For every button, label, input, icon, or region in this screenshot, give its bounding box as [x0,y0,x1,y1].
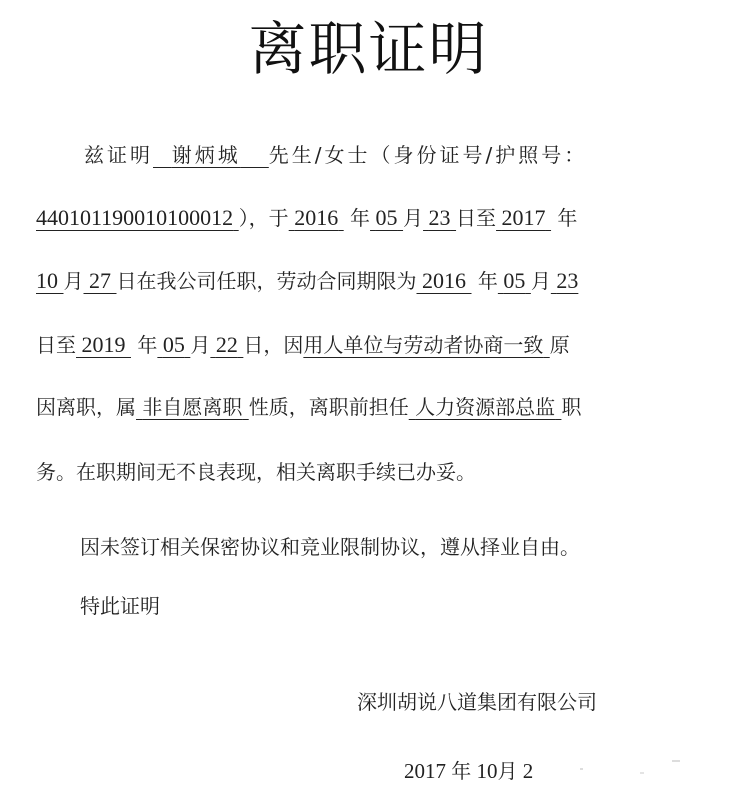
id-number: 440101190010100012 [36,205,234,230]
end-year: 2017 [501,205,546,230]
confidentiality-statement: 因未签订相关保密协议和竞业限制协议，遵从择业自由。 [80,535,580,559]
start-year: 2016 [294,205,339,230]
employee-name: 谢炳城 [171,143,241,167]
paragraph1-line5: 因离职，属 非自愿离职 性质，离职前担任 人力资源部总监 职 [36,395,582,419]
paragraph1-line2: 440101190010100012 ），于 2016 年 05 月 23 日至 2017 年 [36,205,578,230]
termination-nature: 非自愿离职 [142,395,243,419]
start-month: 05 [375,205,398,230]
paragraph1-line3: 10 月 27 日在我公司任职，劳动合同期限为 2016 年 05 月 23 [36,268,579,293]
termination-reason: 用人单位与劳动者协商一致 [303,333,544,357]
document-title: 离职证明 [248,15,489,83]
closing-statement: 特此证明 [80,594,160,618]
issue-date: 2017 年 10月 2 [404,759,534,783]
contract-end-year: 2019 [81,332,126,357]
end-day: 27 [89,268,111,293]
paragraph1-line4: 日至 2019 年 05 月 22 日，因用人单位与劳动者协商一致 原 [36,332,570,357]
contract-end-day: 22 [215,332,238,357]
paragraph1-line6: 务。在职期间无不良表现，相关离职手续已办妥。 [36,460,476,484]
title-and-id-label: 先生/女士（身份证号/护照号： [268,143,588,167]
scan-artifact [640,772,644,774]
contract-start-month: 05 [503,268,526,293]
scan-artifact [672,760,680,762]
contract-start-year: 2016 [422,268,466,293]
start-day: 23 [428,205,451,230]
job-position: 人力资源部总监 [415,395,556,419]
scan-artifact [580,768,583,770]
certify-prefix: 兹证明 [84,143,153,167]
contract-start-day: 23 [556,268,579,293]
company-name: 深圳胡说八道集团有限公司 [357,690,597,714]
paragraph1-line1 [84,140,587,170]
contract-end-month: 05 [162,332,185,357]
end-month: 10 [36,268,58,293]
